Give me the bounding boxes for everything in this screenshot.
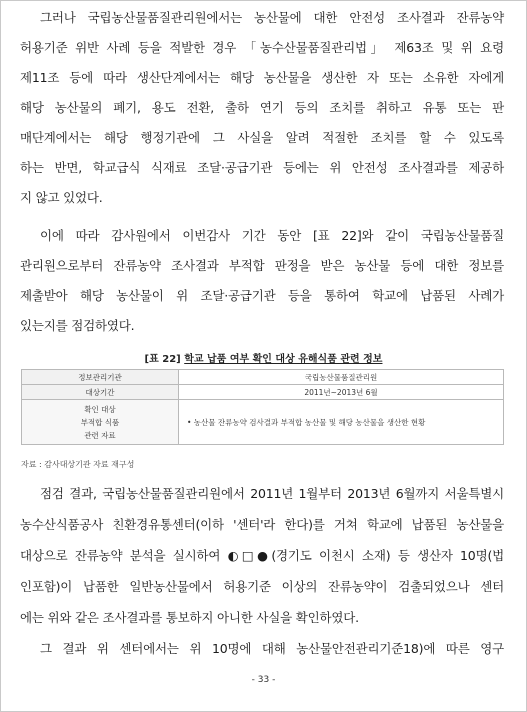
body-line: 제11조 등에 따라 생산단계에서는 해당 농산물을 생산한 자 또는 소유한 자에게: [20, 70, 504, 85]
body-line: 제출받아 해당 농산물이 위 조달·공급기관 등을 통하여 학교에 납품된 사례가: [20, 288, 504, 303]
table-caption: [0, 350, 527, 365]
table-key-line: 관련 자료: [84, 430, 116, 440]
table-value-cell: 2011년~2013년 6월: [179, 385, 504, 400]
table-source-note: 자료 : 감사대상기관 자료 재구성: [21, 460, 135, 469]
table-key-cell: 정보관리기관: [22, 370, 179, 385]
table-key-cell: 대상기간: [22, 385, 179, 400]
body-line: 농수산식품공사 친환경유통센터(이하 '센터'라 한다)를 거쳐 학교에 납품된 농산물을: [20, 517, 504, 532]
table-caption-prefix: [표 22]: [144, 354, 181, 365]
body-line: 있는지를 점검하였다.: [20, 318, 135, 333]
body-line: 해당 농산물의 폐기, 용도 전환, 출하 연기 등의 조치를 취하고 유통 또는 판: [20, 100, 504, 115]
body-line: 그 결과 위 센터에서는 위 10명에 대해 농산물안전관리기준18)에 따른 영구: [40, 641, 504, 656]
body-line: 에는 위와 같은 조사결과를 통보하지 아니한 사실을 확인하였다.: [20, 610, 359, 625]
body-line: 그러나 국립농산물품질관리원에서는 농산물에 대한 안전성 조사결과 잔류농약: [40, 10, 504, 25]
page-number: - 33 -: [251, 675, 276, 685]
body-line: 허용기준 위반 사례 등을 적발한 경우 「농수산물품질관리법」 제63조 및 위 요령: [20, 40, 504, 55]
table-row: [22, 385, 504, 400]
table-row: [22, 400, 504, 445]
table-row: [22, 370, 504, 385]
table-caption-title: 학교 납품 여부 확인 대상 유해식품 관련 정보: [184, 354, 383, 365]
table-key-cell: [22, 400, 179, 445]
table-value-cell: • 농산물 잔류농약 검사결과 부적합 농산물 및 해당 농산물을 생산한 현황: [179, 400, 504, 445]
body-line: 관리원으로부터 잔류농약 조사결과 부적합 판정을 받은 농산물 등에 대한 정보를: [20, 258, 504, 273]
body-line: 점검 결과, 국립농산물품질관리원에서 2011년 1월부터 2013년 6월까지 서울특별시: [40, 486, 504, 501]
body-line: 매단계에서는 해당 행정기관에 그 사실을 알려 적절한 조치를 할 수 있도록: [20, 130, 504, 145]
table-key-line: 확인 대상: [84, 404, 116, 414]
body-line: 인포함)이 납품한 일반농산물에서 허용기준 이상의 잔류농약이 검출되었으나 센터: [20, 579, 504, 594]
body-line: 지 않고 있었다.: [20, 190, 103, 205]
table-value-cell: 국립농산물품질관리원: [179, 370, 504, 385]
table-key-line: 부적합 식품: [80, 417, 120, 427]
body-line: 하는 반면, 학교급식 식재료 조달·공급기관 등에는 위 안전성 조사결과를 제공하: [20, 160, 504, 175]
body-line: 이에 따라 감사원에서 이번감사 기간 동안 [표 22]와 같이 국립농산물품질: [40, 228, 504, 243]
info-table: [21, 369, 504, 445]
body-line: 대상으로 잔류농약 분석을 실시하여 ◐□●(경기도 이천시 소재) 등 생산자 10명(법: [20, 548, 504, 563]
